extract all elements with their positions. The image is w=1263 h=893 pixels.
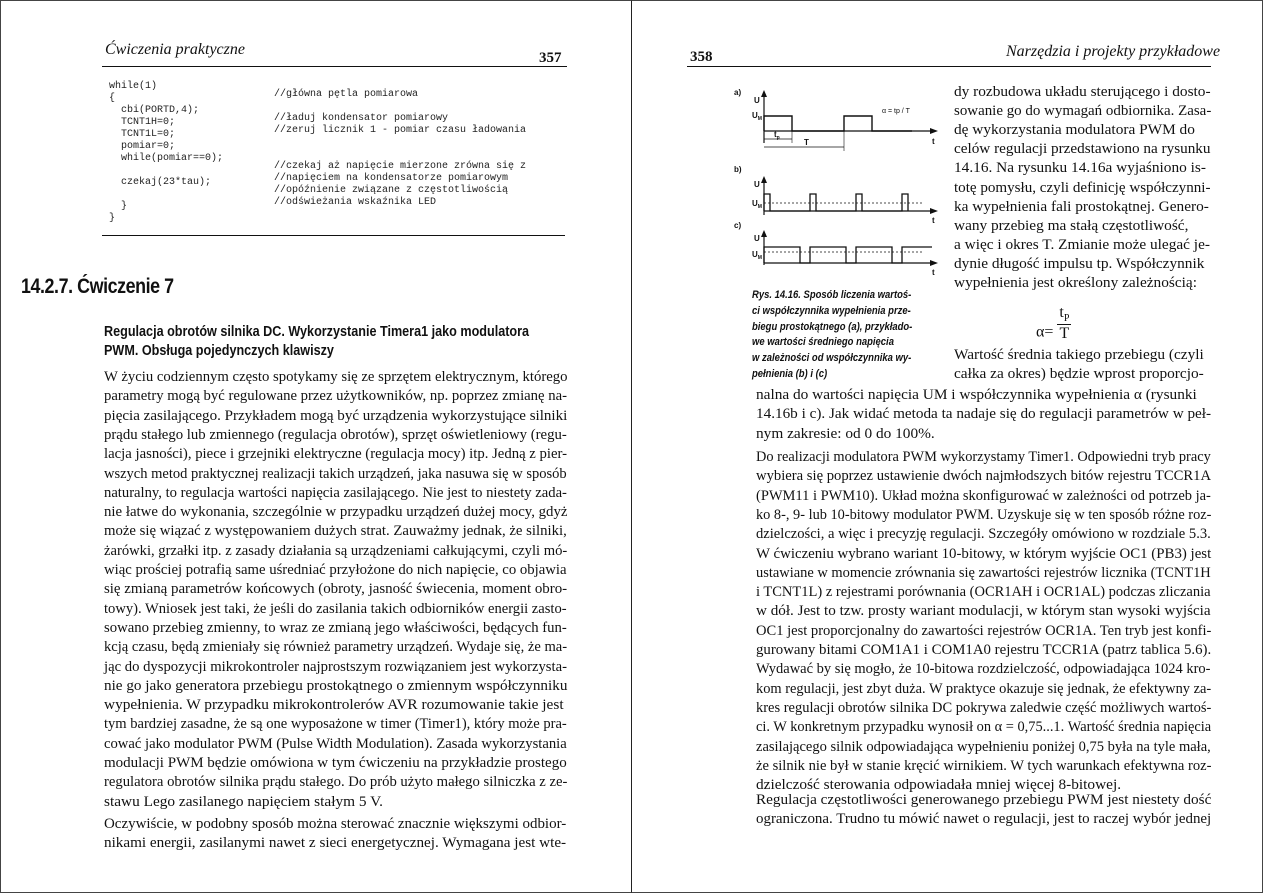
text-line: kom regulacji, jest zbyt duża. W praktyce okazuje się jednak, że efektywny za- [756, 680, 1212, 697]
text-line: w dół. Jest to tzw. prosty wariant modulacji, w którym stan wysoki wyjścia [756, 603, 1211, 620]
caption-line: we wartości średniego napięcia [752, 336, 894, 349]
text-line: nie go jako generatora przebiegu prostokątnego o zmiennym współczynniku [104, 677, 568, 694]
text-line: tym bardziej zasadne, że są one wyposażone w timer (Timer1), który może pra- [104, 716, 567, 733]
axis-um-a: $U_M$ [752, 111, 762, 122]
text-line: się zmianą parametrów końcowych (obroty, jasność świecenia, moment obro- [104, 581, 568, 598]
text-line: prądu stałego lub zmiennego (regulacja obrotów), sprzęt oświetleniowy (regu- [104, 426, 567, 443]
header-rule [687, 66, 1211, 67]
right-page [631, 0, 1263, 893]
text-line: i TCNT1L) z rejestrami porównania (OCR1AH i OCR1AL) podczas zliczania [756, 584, 1211, 601]
text-line: a więc i okres T. Zmianie może ulegać je- [954, 236, 1210, 253]
text-line: totę pomysłu, czyli definicję współczynni- [954, 179, 1211, 196]
text-line: gurowany bitami COM1A1 i COM1A0 rejestru TCCR1A (patrz tablica 5.6). [756, 642, 1212, 658]
text-line: wany przebieg ma stałą częstotliwość, [954, 217, 1189, 234]
figure-label-c: c) [734, 221, 742, 230]
text-line: Regulacja częstotliwości generowanego przebiegu PWM jest niestety dość [756, 792, 1212, 808]
axis-t-b: t [932, 216, 935, 225]
text-line: ograniczona. Trudno tu mówić nawet o regulacji, jest to raczej wybór jednej [756, 811, 1212, 828]
text-line: żarówki, grzałki itp. z zasady działania są urządzeniami całkującymi, czyli mó- [104, 542, 568, 559]
alpha-small: α = tp / T [882, 108, 910, 115]
text-line: dę wykorzystania modulatora PWM do [954, 122, 1195, 139]
text-line: nikami energii, zasilanymi nawet z sieci energetycznej. Wymagana jest wte- [104, 835, 567, 852]
text-line: nym zakresie: od 0 do 100%. [756, 425, 935, 442]
text-line: ko 8-, 9- lub 10-bitowy modulator PWM. Uzyskuje się w ten sposób różne roz- [756, 506, 1212, 523]
text-line: kcją czasu, będą zmieniały się również parametry urządzeń. Wydaje się, że ma- [104, 639, 568, 656]
text-line: W życiu codziennym często spotykamy się ze sprzętem elektrycznym, którego [104, 369, 568, 385]
text-line: Wydawać by się mogło, że 10-bitowa rozdzielczość, odpowiadająca 1024 kro- [756, 661, 1211, 678]
text-line: Wartość średnia takiego przebiegu (czyli [954, 347, 1204, 363]
left-page [0, 0, 631, 893]
right-page-number: 358 [690, 49, 713, 65]
pwm-waveform-c [764, 247, 932, 263]
text-line: 14.16b i c). Jak widać metoda ta nadaje się do regulacji parametrów w peł- [756, 406, 1212, 423]
tp-label: $t_p$ [774, 130, 780, 141]
pwm-figure [732, 83, 942, 283]
text-line: stawu Lego zasilanego napięciem stałym 5 V. [104, 793, 384, 810]
text-line: że silnik nie był w stanie kręcić wirnikiem. W tych warunkach efektywna roz- [756, 757, 1212, 774]
text-line: (PWM11 i PWM10). Układ można skonfigurować w zależności od potrzeb ja- [756, 487, 1211, 504]
header-rule [102, 66, 567, 67]
axis-t-a: t [932, 137, 935, 146]
text-line: całka za okres) będzie wprost proporcjo- [954, 366, 1204, 383]
caption-line: ci współczynnika wypełnienia prze- [752, 304, 911, 317]
text-line: wybiera się poprzez ustawienie dwóch najmłodszych bitów rejestru TCCR1A [756, 468, 1212, 485]
text-line: Do realizacji modulatora PWM wykorzystamy Timer1. Odpowiedni tryb pracy [756, 449, 1211, 465]
text-line: lacja jasności), piece i grzejniki elektryczne (regulacja mocy) itp. Jedną z pier- [104, 446, 568, 463]
axis-t-c: t [932, 268, 935, 277]
text-line: kres regulacji obrotów silnika DC pokrywa zaledwie część możliwych wartoś- [756, 699, 1212, 716]
period-label: T [804, 138, 809, 147]
text-line: sowano przebieg zmienny, to wraz ze zmianą jego właściwości, będących fun- [104, 619, 567, 636]
axis-um-c: $U_M$ [752, 250, 762, 261]
text-line: W ćwiczeniu wybrano wariant 10-bitowy, w którym wyjście OC1 (PB3) jest [756, 545, 1212, 562]
text-line: wiąc prościej potrafią same uśredniać przyłożone do nich napięcie, co objawia [104, 562, 567, 578]
text-line: 14.16. Na rysunku 14.16a wyjaśniono is- [954, 160, 1206, 177]
figure-label-b: b) [734, 165, 742, 174]
text-line: celów regulacji przedstawiono na rysunku [954, 141, 1211, 158]
text-line: OC1 jest proporcjonalny do zawartości rejestrów OCR1A. Ten tryb jest konfi- [756, 622, 1212, 639]
subheading-line: Regulacja obrotów silnika DC. Wykorzystanie Timera1 jako modulatora [104, 324, 530, 340]
text-line: pięcia zasilającego. Przykładem mogą być urządzenia wykorzystujące silniki [104, 407, 568, 424]
caption-line: biegu prostokątnego (a), przykłado- [752, 320, 913, 333]
text-line: ci. W konkretnym przypadku wynosił on α = 0,75...1. Wartość średnia napięcia [756, 719, 1212, 736]
code-end-rule [102, 235, 565, 236]
left-page-number: 357 [539, 50, 562, 66]
text-line: parametry mogą być regulowane przez użytkowników, np. poprzez zmianę na- [104, 388, 567, 405]
axis-um-b: $U_M$ [752, 199, 762, 210]
axis-arrow [930, 208, 938, 214]
text-line: sowanie go do wymagań odbiornika. Zasa- [954, 103, 1212, 120]
figure-label-a: a) [734, 88, 742, 97]
text-line: dzielczość sterowania odpowiadała mniej więcej 8-bitowej. [756, 777, 1122, 794]
text-line: zasilającego silnik odpowiadająca wypełnieniu poniżej 0,75 była na tyle mała, [756, 738, 1211, 755]
text-line: modulacji PWM będzie omówiona w tym ćwiczeniu na przykładzie prostego [104, 755, 567, 771]
text-line: może się wiązać z występowaniem dużych strat. Zauważmy jednak, że silniki, [104, 523, 567, 540]
axis-u-b: U [754, 180, 760, 189]
code-comments: //główna pętla pomiarowa //ładuj kondensator pomiarowy //zeruj licznik 1 - pomiar czasu ładowania //czekaj aż napięcie mierzone zrówna się z //napięciem na kondensatorze pomiarowym //opóźnienie związane z częstotliwością //odświeżania wskaźnika LED [274, 89, 527, 208]
text-line: wypełnienia. W przypadku mikrokontrolerów AVR rozumowanie takie jest [104, 697, 564, 714]
caption-line: w zależności od współczynnika wy- [752, 352, 912, 365]
text-line: nalna do wartości napięcia UM i współczynnika wypełnienia α (rysunki [756, 387, 1197, 403]
code-listing: while(1) { cbi(PORTD,4); TCNT1H=0; TCNT1L=0; pomiar=0; while(pomiar==0); czekaj(23*tau); } } [109, 81, 224, 224]
text-line: Oczywiście, w podobny sposób można sterować znacznie większymi odbior- [104, 816, 567, 832]
left-running-head: Ćwiczenia praktyczne [105, 41, 245, 58]
formula-denominator: T [1059, 325, 1070, 343]
text-line: towy). Wniosek jest taki, że jeśli do zasilania takich odbiorników energii zasto- [104, 600, 567, 617]
axis-arrow [930, 128, 938, 134]
formula [1036, 304, 1071, 343]
pwm-waveform-b [764, 194, 908, 211]
subheading-line: PWM. Obsługa pojedynczych klawiszy [104, 343, 334, 359]
axis-arrow [761, 176, 767, 183]
text-line: dzielczości, a więc i precyzję regulacji. Szczegóły omówiono w rozdziale 5.3. [756, 526, 1211, 543]
text-line: ka wypełnienia fali prostokątnej. Genero- [954, 198, 1209, 215]
axis-u-a: U [754, 96, 760, 105]
text-line: regulatora obrotów silnika prądu stałego. Do prób użyto małego silniczka z ze- [104, 774, 568, 791]
text-line: ustawiane w momencie zrównania się zawartości rejestrów licznika (TCNT1H [756, 564, 1211, 581]
caption-line: pełnienia (b) i (c) [752, 368, 828, 380]
axis-u-c: U [754, 234, 760, 243]
subheading [104, 323, 574, 361]
text-line: nie łatwe do wykonania, szczególnie w przypadku urządzeń dużej mocy, gdyż [104, 504, 568, 521]
text-line: dynie długość impulsu tp. Współczynnik [954, 255, 1205, 272]
axis-arrow [761, 230, 767, 237]
text-line: dy rozbudowa układu sterującego i dosto- [954, 84, 1211, 100]
text-line: wypełnienia jest określony zależnością: [954, 275, 1197, 291]
pwm-waveform-a [764, 116, 912, 131]
text-line: jąc do dyspozycji mikrokontroler najprostszym rozwiązaniem jest wykorzysta- [104, 658, 567, 675]
text-line: naturalny, to regulacja wartości napięcia zasilającego. Nie jest to niestety zada- [104, 484, 567, 501]
section-heading: 14.2.7. Ćwiczenie 7 [21, 275, 174, 298]
formula-numerator: $t_P$ [1059, 304, 1070, 325]
formula-lhs: α= [1036, 323, 1054, 341]
right-running-head: Narzędzia i projekty przykładowe [1006, 43, 1221, 60]
caption-line: Rys. 14.16. Sposób liczenia wartoś- [752, 289, 912, 301]
axis-arrow [930, 260, 938, 266]
text-line: wszych metod praktycznej realizacji takich urządzeń, jaka nasuwa się w sposób [104, 465, 567, 482]
text-line: cować jako modulator PWM (Pulse Width Modulation). Zasada wykorzystania [104, 735, 567, 752]
axis-arrow [761, 90, 767, 97]
